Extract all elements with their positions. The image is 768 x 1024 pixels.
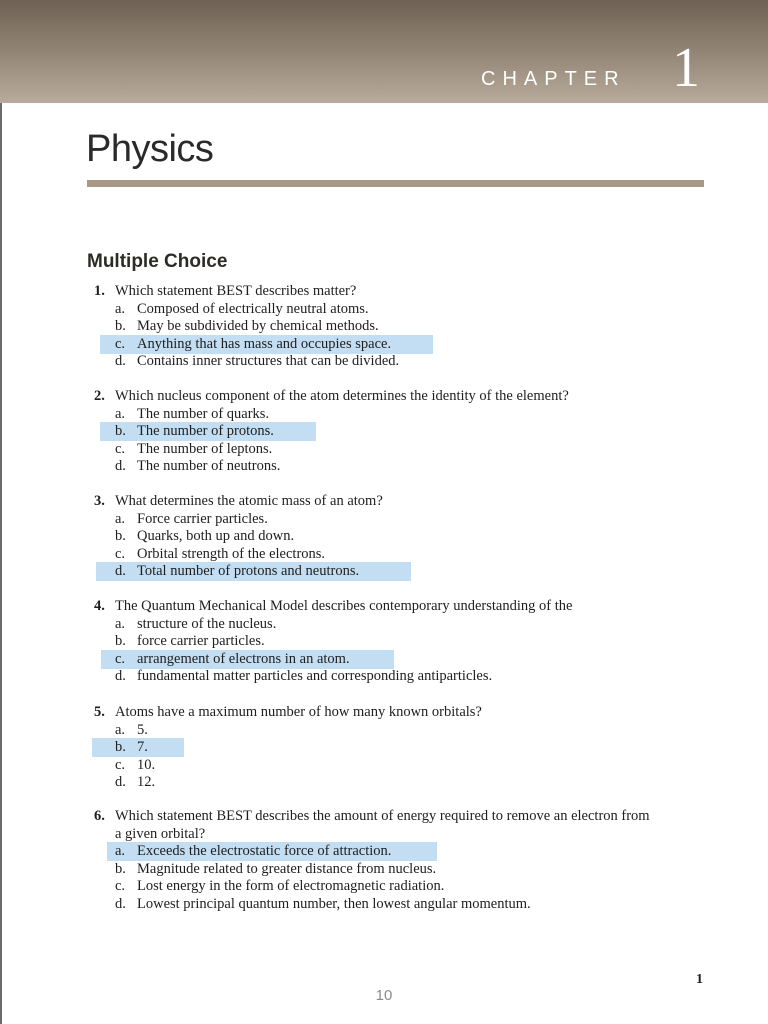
answer-option bbox=[94, 563, 714, 581]
option-text: Magnitude related to greater distance from nucleus. bbox=[137, 860, 437, 877]
option-letter: d. bbox=[115, 458, 126, 475]
option-letter: a. bbox=[115, 843, 126, 860]
option-letter: b. bbox=[115, 633, 126, 650]
option-text: arrangement of electrons in an atom. bbox=[137, 650, 350, 667]
chapter-label: CHAPTER bbox=[481, 68, 626, 90]
question-stem-line bbox=[94, 704, 714, 722]
option-letter: a. bbox=[115, 721, 126, 738]
answer-option bbox=[94, 757, 714, 775]
option-letter: d. bbox=[115, 774, 126, 791]
question-number: 1. bbox=[94, 283, 105, 299]
question-6 bbox=[94, 808, 714, 914]
option-letter: d. bbox=[115, 895, 126, 912]
question-stem-line bbox=[94, 388, 714, 406]
option-text: May be subdivided by chemical methods. bbox=[137, 318, 379, 335]
option-letter: a. bbox=[115, 615, 126, 632]
question-stem-line bbox=[94, 493, 714, 511]
question-text: a given orbital? bbox=[115, 825, 206, 842]
option-letter: d. bbox=[115, 668, 126, 685]
question-3 bbox=[94, 493, 714, 581]
question-number: 2. bbox=[94, 388, 105, 404]
question-1 bbox=[94, 283, 714, 371]
answer-option bbox=[94, 633, 714, 651]
option-text: The number of quarks. bbox=[137, 405, 270, 422]
option-letter: b. bbox=[115, 860, 126, 877]
question-number: 5. bbox=[94, 704, 105, 720]
option-text: Composed of electrically neutral atoms. bbox=[137, 300, 369, 317]
option-letter: a. bbox=[115, 510, 126, 527]
option-text: fundamental matter particles and corresponding antiparticles. bbox=[137, 668, 493, 685]
option-text: Contains inner structures that can be divided. bbox=[137, 353, 400, 370]
option-text: Orbital strength of the electrons. bbox=[137, 545, 326, 562]
answer-option bbox=[94, 722, 714, 740]
option-letter: b. bbox=[115, 739, 126, 756]
option-letter: b. bbox=[115, 423, 126, 440]
option-text: force carrier particles. bbox=[137, 633, 265, 650]
answer-option bbox=[94, 774, 714, 792]
option-text: Total number of protons and neutrons. bbox=[137, 563, 360, 580]
option-letter: c. bbox=[115, 650, 126, 667]
option-text: Quarks, both up and down. bbox=[137, 528, 295, 545]
option-text: The number of neutrons. bbox=[137, 458, 281, 475]
answer-option bbox=[94, 423, 714, 441]
option-text: Exceeds the electrostatic force of attraction. bbox=[137, 843, 392, 860]
option-letter: c. bbox=[115, 335, 126, 352]
option-text: 12. bbox=[137, 774, 156, 791]
answer-option bbox=[94, 843, 714, 861]
option-text: Lowest principal quantum number, then lowest angular momentum. bbox=[137, 895, 531, 912]
question-text: Atoms have a maximum number of how many known orbitals? bbox=[115, 704, 482, 720]
answer-option bbox=[94, 546, 714, 564]
option-letter: c. bbox=[115, 545, 126, 562]
option-letter: d. bbox=[115, 563, 126, 580]
option-text: 7. bbox=[137, 739, 148, 756]
question-5 bbox=[94, 704, 714, 792]
section-heading: Multiple Choice bbox=[87, 251, 228, 272]
option-letter: b. bbox=[115, 528, 126, 545]
answer-option bbox=[94, 528, 714, 546]
option-text: Force carrier particles. bbox=[137, 510, 268, 527]
question-text: Which statement BEST describes matter? bbox=[115, 283, 357, 299]
question-text: The Quantum Mechanical Model describes contemporary understanding of the bbox=[115, 598, 573, 614]
answer-option bbox=[94, 878, 714, 896]
answer-option bbox=[94, 616, 714, 634]
answer-option bbox=[94, 861, 714, 879]
answer-option bbox=[94, 441, 714, 459]
option-letter: a. bbox=[115, 300, 126, 317]
answer-option bbox=[94, 511, 714, 529]
answer-option bbox=[94, 458, 714, 476]
option-text: 5. bbox=[137, 721, 148, 738]
answer-option bbox=[94, 668, 714, 686]
option-text: structure of the nucleus. bbox=[137, 615, 277, 632]
answer-option bbox=[94, 353, 714, 371]
option-text: Lost energy in the form of electromagnetic radiation. bbox=[137, 878, 445, 895]
question-number: 4. bbox=[94, 598, 105, 614]
option-letter: a. bbox=[115, 405, 126, 422]
question-2 bbox=[94, 388, 714, 476]
answer-option bbox=[94, 896, 714, 914]
option-letter: c. bbox=[115, 878, 126, 895]
question-number: 3. bbox=[94, 493, 105, 509]
page-title: Physics bbox=[86, 128, 214, 170]
option-letter: b. bbox=[115, 318, 126, 335]
option-letter: d. bbox=[115, 353, 126, 370]
question-stem-line bbox=[94, 598, 714, 616]
viewer-page-number: 10 bbox=[375, 987, 393, 1004]
answer-option bbox=[94, 336, 714, 354]
question-text: Which statement BEST describes the amount of energy required to remove an electron from bbox=[115, 808, 650, 824]
question-stem-line bbox=[94, 808, 714, 826]
answer-option bbox=[94, 739, 714, 757]
question-4 bbox=[94, 598, 714, 686]
option-text: The number of leptons. bbox=[137, 440, 273, 457]
option-text: 10. bbox=[137, 756, 156, 773]
answer-option bbox=[94, 651, 714, 669]
chapter-number: 1 bbox=[672, 37, 700, 99]
question-text: What determines the atomic mass of an atom? bbox=[115, 493, 383, 509]
option-letter: c. bbox=[115, 440, 126, 457]
page-edge bbox=[0, 0, 2, 1024]
question-text: Which nucleus component of the atom determines the identity of the element? bbox=[115, 388, 569, 404]
book-page-number: 1 bbox=[696, 972, 703, 987]
option-letter: c. bbox=[115, 756, 126, 773]
option-text: Anything that has mass and occupies space. bbox=[137, 335, 392, 352]
answer-option bbox=[94, 301, 714, 319]
title-divider bbox=[87, 180, 704, 187]
question-number: 6. bbox=[94, 808, 105, 824]
chapter-banner bbox=[0, 0, 768, 103]
answer-option bbox=[94, 318, 714, 336]
option-text: The number of protons. bbox=[137, 423, 274, 440]
answer-option bbox=[94, 406, 714, 424]
question-stem-line bbox=[94, 283, 714, 301]
question-stem-line bbox=[94, 826, 714, 844]
